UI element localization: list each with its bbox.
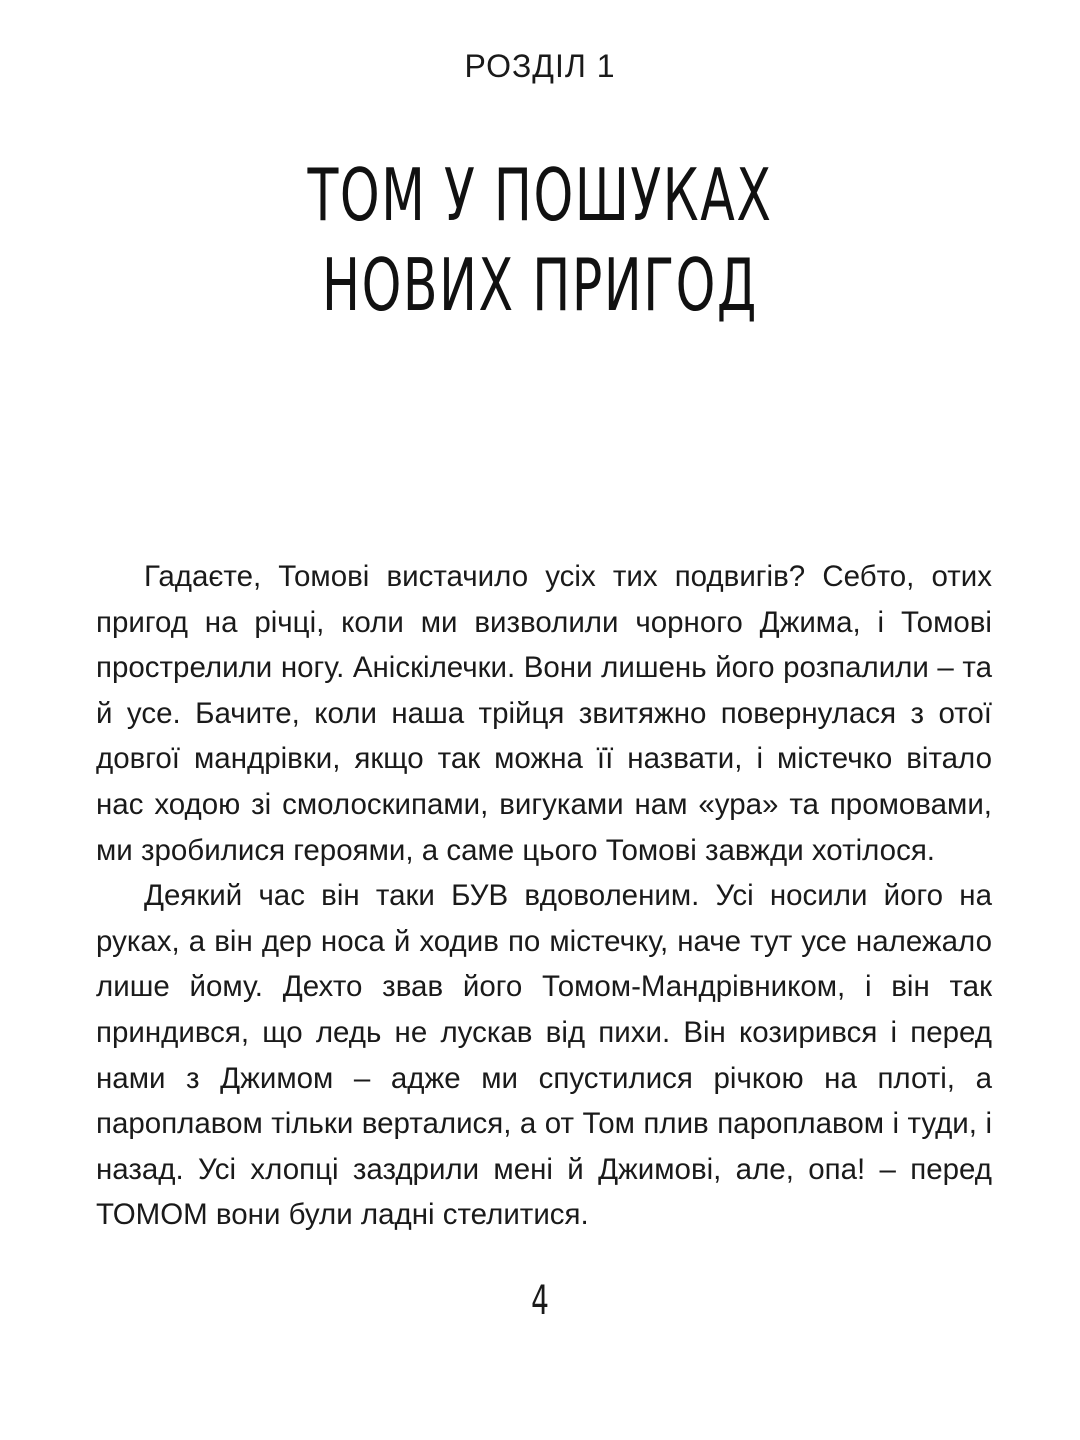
paragraph-2: Деякий час він таки БУВ вдоволеним. Усі носили його на руках, а він дер носа й ходив по містечку, наче тут усе належало лише йому. Дехто звав його Томом-Мандрівником, і він так приндився, що ледь не лускав від пихи. Він козирився і перед нами з Джимом – адже ми спустилися річкою на плоті, а пароплавом тільки верталися, а от Том плив пароплавом і туди, і назад. Усі хлопці заздрили мені й Джимові, але, опа! – перед ТОМОМ вони були ладні стелитися. [96, 879, 992, 1232]
chapter-label: РОЗДІЛ 1 [464, 48, 616, 84]
chapter-title [0, 150, 1080, 330]
chapter-title-line-1: ТОМ У ПОШУКАХ [307, 153, 773, 237]
paragraph-1: Гадаєте, Томові вистачило усіх тих подвигів? Себто, отих пригод на річці, коли ми визволили чорного Джима, і Томові прострелили ногу. Аніскілечки. Вони лишень його розпалили – та й усе. Бачите, коли наша трійця звитяжно повернулася з отої довгої мандрівки, якщо так можна її назвати, і містечко вітало нас ходою зі смолоскипами, вигуками нам «ура» та промовами, ми зробилися героями, а саме цього Томові завжди хотілося. [96, 560, 992, 867]
page-number: 4 [531, 1278, 549, 1324]
body-text [96, 554, 992, 1238]
chapter-title-line-2: НОВИХ ПРИГОД [322, 243, 758, 327]
